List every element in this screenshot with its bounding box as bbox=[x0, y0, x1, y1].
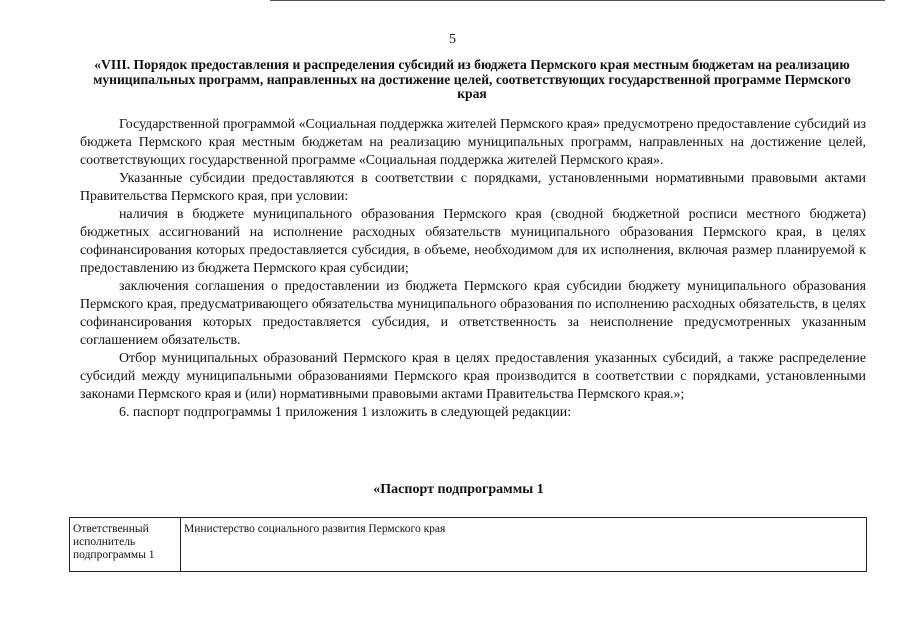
table-row bbox=[70, 518, 867, 572]
body-text bbox=[80, 116, 866, 422]
paragraph: Указанные субсидии предоставляются в соответствии с порядками, установленными нормативными правовыми актами Правительства Пермского края, при условии: bbox=[80, 171, 866, 204]
paragraph: заключения соглашения о предоставлении из бюджета Пермского края субсидии бюджету муниципального образования Пермского края, предусматривающего обязательства муниципального образования по исполнению расходных обязательств, в целях софинансирования которых предоставляется субсидия, и ответственность за неисполнение предусмотренных указанным соглашением обязательств. bbox=[80, 279, 866, 348]
section-heading: «VIII. Порядок предоставления и распределения субсидий из бюджета Пермского края местным бюджетам на реализацию муниципальных программ, направленных на достижение целей, соответствующих государственной программе Пермского края bbox=[93, 57, 851, 101]
passport-row-label: Ответственный исполнитель подпрограммы 1 bbox=[70, 518, 181, 572]
paragraph: наличия в бюджете муниципального образования Пермского края (сводной бюджетной росписи местного бюджета) бюджетных ассигнований на исполнение расходных обязательств муниципального образования Пермского края, в целях софинансирования которых предоставляется субсидия, в объеме, необходимом для их исполнения, включая размер планируемой к предоставлению из бюджета Пермского края субсидии; bbox=[80, 207, 866, 276]
passport-table bbox=[69, 517, 867, 572]
paragraph: Отбор муниципальных образований Пермского края в целях предоставления указанных субсидий, а также распределение субсидий между муниципальными образованиями Пермского края производится в соответствии с порядками, установленными законами Пермского края и (или) нормативными правовыми актами Правительства Пермского края.»; bbox=[80, 351, 866, 402]
paragraph: 6. паспорт подпрограммы 1 приложения 1 изложить в следующей редакции: bbox=[119, 405, 572, 420]
top-rule bbox=[270, 0, 885, 1]
paragraph: Государственной программой «Социальная поддержка жителей Пермского края» предусмотрено предоставление субсидий из бюджета Пермского края местным бюджетам на реализацию муниципальных программ, направленных на достижение целей, соответствующих государственной программе «Социальная поддержка жителей Пермского края». bbox=[80, 117, 866, 168]
passport-heading: «Паспорт подпрограммы 1 bbox=[373, 482, 544, 497]
page-number: 5 bbox=[449, 32, 456, 47]
passport-row-value: Министерство социального развития Пермского края bbox=[181, 518, 867, 572]
